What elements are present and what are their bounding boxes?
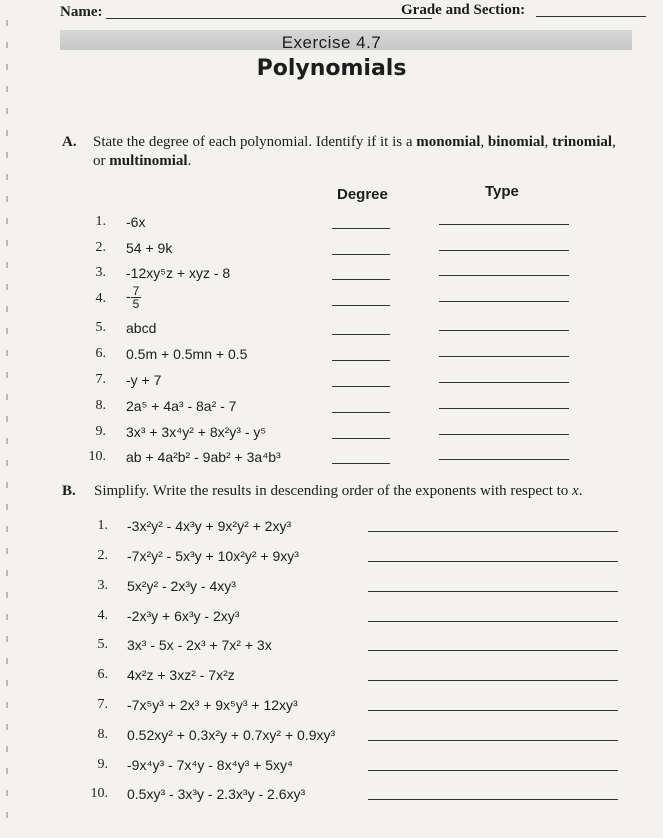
list-item <box>0 667 663 689</box>
degree-blank[interactable] <box>332 386 390 387</box>
item-number: 1. <box>97 518 108 533</box>
type-blank[interactable] <box>439 224 569 225</box>
polynomial-expression: 0.52xy² + 0.3x²y + 0.7xy² + 0.9xy³ <box>127 727 336 743</box>
list-item <box>0 637 663 659</box>
section-a-or: or <box>93 153 110 169</box>
degree-blank[interactable] <box>332 305 390 306</box>
item-number: 7. <box>97 697 108 712</box>
fraction-numerator: 7 <box>132 284 140 298</box>
item-number: 8. <box>95 398 106 413</box>
grade-section-label: Grade and Section: <box>401 2 526 18</box>
type-blank[interactable] <box>439 434 569 435</box>
answer-blank[interactable] <box>368 621 618 622</box>
item-number: 3. <box>97 578 108 593</box>
polynomial-expression: 0.5m + 0.5mn + 0.5 <box>126 346 248 362</box>
polynomial-expression: -2x³y + 6x³y - 2xy³ <box>127 608 240 624</box>
term-trinomial: trinomial <box>552 134 613 150</box>
term-multinomial: multinomial <box>109 153 188 169</box>
term-binomial: binomial <box>487 134 545 150</box>
polynomial-expression: -3x²y² - 4x³y + 9x²y² + 2xy³ <box>127 518 292 534</box>
degree-blank[interactable] <box>332 412 390 413</box>
item-number: 7. <box>95 372 106 387</box>
degree-blank[interactable] <box>332 334 390 335</box>
answer-blank[interactable] <box>368 799 618 800</box>
item-number: 9. <box>95 424 106 439</box>
answer-blank[interactable] <box>368 650 618 651</box>
list-item <box>0 372 663 394</box>
list-item <box>0 346 663 368</box>
list-item <box>0 214 663 236</box>
fraction-sign: - <box>126 288 131 305</box>
degree-blank[interactable] <box>332 360 390 361</box>
name-blank[interactable] <box>106 18 432 19</box>
section-b-instruction <box>94 482 654 501</box>
section-b-instruction-text: Simplify. Write the results in descending order of the exponents with respect to <box>94 483 569 499</box>
polynomial-expression: 2a⁵ + 4a³ - 8a² - 7 <box>126 398 237 414</box>
item-number: 6. <box>97 667 108 682</box>
polynomial-expression: -7x²y² - 5x³y + 10x²y² + 9xy³ <box>127 548 299 564</box>
degree-blank[interactable] <box>332 438 390 439</box>
polynomial-expression: -9x⁴y³ - 7x⁴y - 8x⁴y³ + 5xy⁴ <box>127 757 294 773</box>
type-blank[interactable] <box>439 356 569 357</box>
type-blank[interactable] <box>439 330 569 331</box>
item-number: 3. <box>95 265 106 280</box>
type-blank[interactable] <box>439 275 569 276</box>
type-blank[interactable] <box>439 250 569 251</box>
item-number: 2. <box>97 548 108 563</box>
polynomial-expression: 3x³ + 3x⁴y² + 8x²y³ - y⁵ <box>126 424 267 440</box>
answer-blank[interactable] <box>368 531 618 532</box>
degree-blank[interactable] <box>332 463 390 464</box>
polynomial-expression: -6x <box>126 214 146 230</box>
list-item <box>0 398 663 420</box>
section-b-instruction-var: x <box>572 483 579 499</box>
item-number: 8. <box>97 727 108 742</box>
answer-blank[interactable] <box>368 710 618 711</box>
list-item <box>0 284 663 313</box>
item-number: 6. <box>95 346 106 361</box>
item-number: 4. <box>95 291 106 306</box>
page-title: Polynomials <box>256 56 407 81</box>
item-number: 1. <box>95 214 106 229</box>
section-a-instruction <box>93 133 653 171</box>
list-item <box>0 727 663 749</box>
answer-blank[interactable] <box>368 561 618 562</box>
item-number: 5. <box>95 320 106 335</box>
exercise-label: Exercise 4.7 <box>281 33 382 52</box>
answer-blank[interactable] <box>368 591 618 592</box>
item-number: 10. <box>90 786 108 801</box>
list-item <box>0 449 663 471</box>
list-item <box>0 548 663 570</box>
fraction-denominator: 5 <box>132 297 140 311</box>
degree-blank[interactable] <box>332 279 390 280</box>
section-a-sep1: , <box>480 134 488 150</box>
section-a-sep2: , <box>544 134 553 150</box>
polynomial-expression <box>126 285 141 310</box>
polynomial-expression: 54 + 9k <box>126 240 173 256</box>
degree-column-header: Degree <box>337 186 388 203</box>
section-b-letter: B. <box>62 483 76 499</box>
list-item <box>0 518 663 540</box>
polynomial-expression: 3x³ - 5x - 2x³ + 7x² + 3x <box>127 637 272 653</box>
type-column-header: Type <box>485 183 519 200</box>
polynomial-expression: -12xy⁵z + xyz - 8 <box>126 265 231 281</box>
polynomial-expression: -7x⁵y³ + 2x³ + 9x⁵y³ + 12xy³ <box>127 697 298 713</box>
type-blank[interactable] <box>439 408 569 409</box>
fraction <box>131 285 142 310</box>
list-item <box>0 786 663 808</box>
section-b-instruction-end: . <box>578 483 583 499</box>
answer-blank[interactable] <box>368 740 618 741</box>
name-label: Name: <box>60 4 103 20</box>
section-a-instruction-start: State the degree of each polynomial. Identify if it is a <box>93 134 417 150</box>
list-item <box>0 697 663 719</box>
item-number: 2. <box>95 240 106 255</box>
answer-blank[interactable] <box>368 770 618 771</box>
list-item <box>0 240 663 262</box>
polynomial-expression: -y + 7 <box>126 372 162 388</box>
degree-blank[interactable] <box>332 228 390 229</box>
list-item <box>0 578 663 600</box>
polynomial-expression: 4x²z + 3xz² - 7x²z <box>127 667 235 683</box>
degree-blank[interactable] <box>332 254 390 255</box>
list-item <box>0 608 663 630</box>
answer-blank[interactable] <box>368 680 618 681</box>
list-item <box>0 757 663 779</box>
term-monomial: monomial <box>416 134 481 150</box>
section-a-letter: A. <box>62 134 77 150</box>
list-item <box>0 265 663 287</box>
section-a-sep3: , <box>612 134 616 150</box>
item-number: 4. <box>97 608 108 623</box>
polynomial-expression: ab + 4a²b² - 9ab² + 3a⁴b³ <box>126 449 281 465</box>
list-item <box>0 320 663 342</box>
polynomial-expression: abcd <box>126 320 157 336</box>
header-row <box>60 2 645 24</box>
polynomial-expression: 5x²y² - 2x³y - 4xy³ <box>127 578 236 594</box>
type-blank[interactable] <box>439 382 569 383</box>
item-number: 10. <box>88 449 106 464</box>
type-blank[interactable] <box>439 459 569 460</box>
type-blank[interactable] <box>439 301 569 302</box>
section-a-line2-end: . <box>187 153 192 169</box>
list-item <box>0 424 663 446</box>
item-number: 9. <box>97 757 108 772</box>
grade-section-blank[interactable] <box>536 16 646 17</box>
polynomial-expression: 0.5xy³ - 3x³y - 2.3x³y - 2.6xy³ <box>127 786 306 802</box>
item-number: 5. <box>97 637 108 652</box>
